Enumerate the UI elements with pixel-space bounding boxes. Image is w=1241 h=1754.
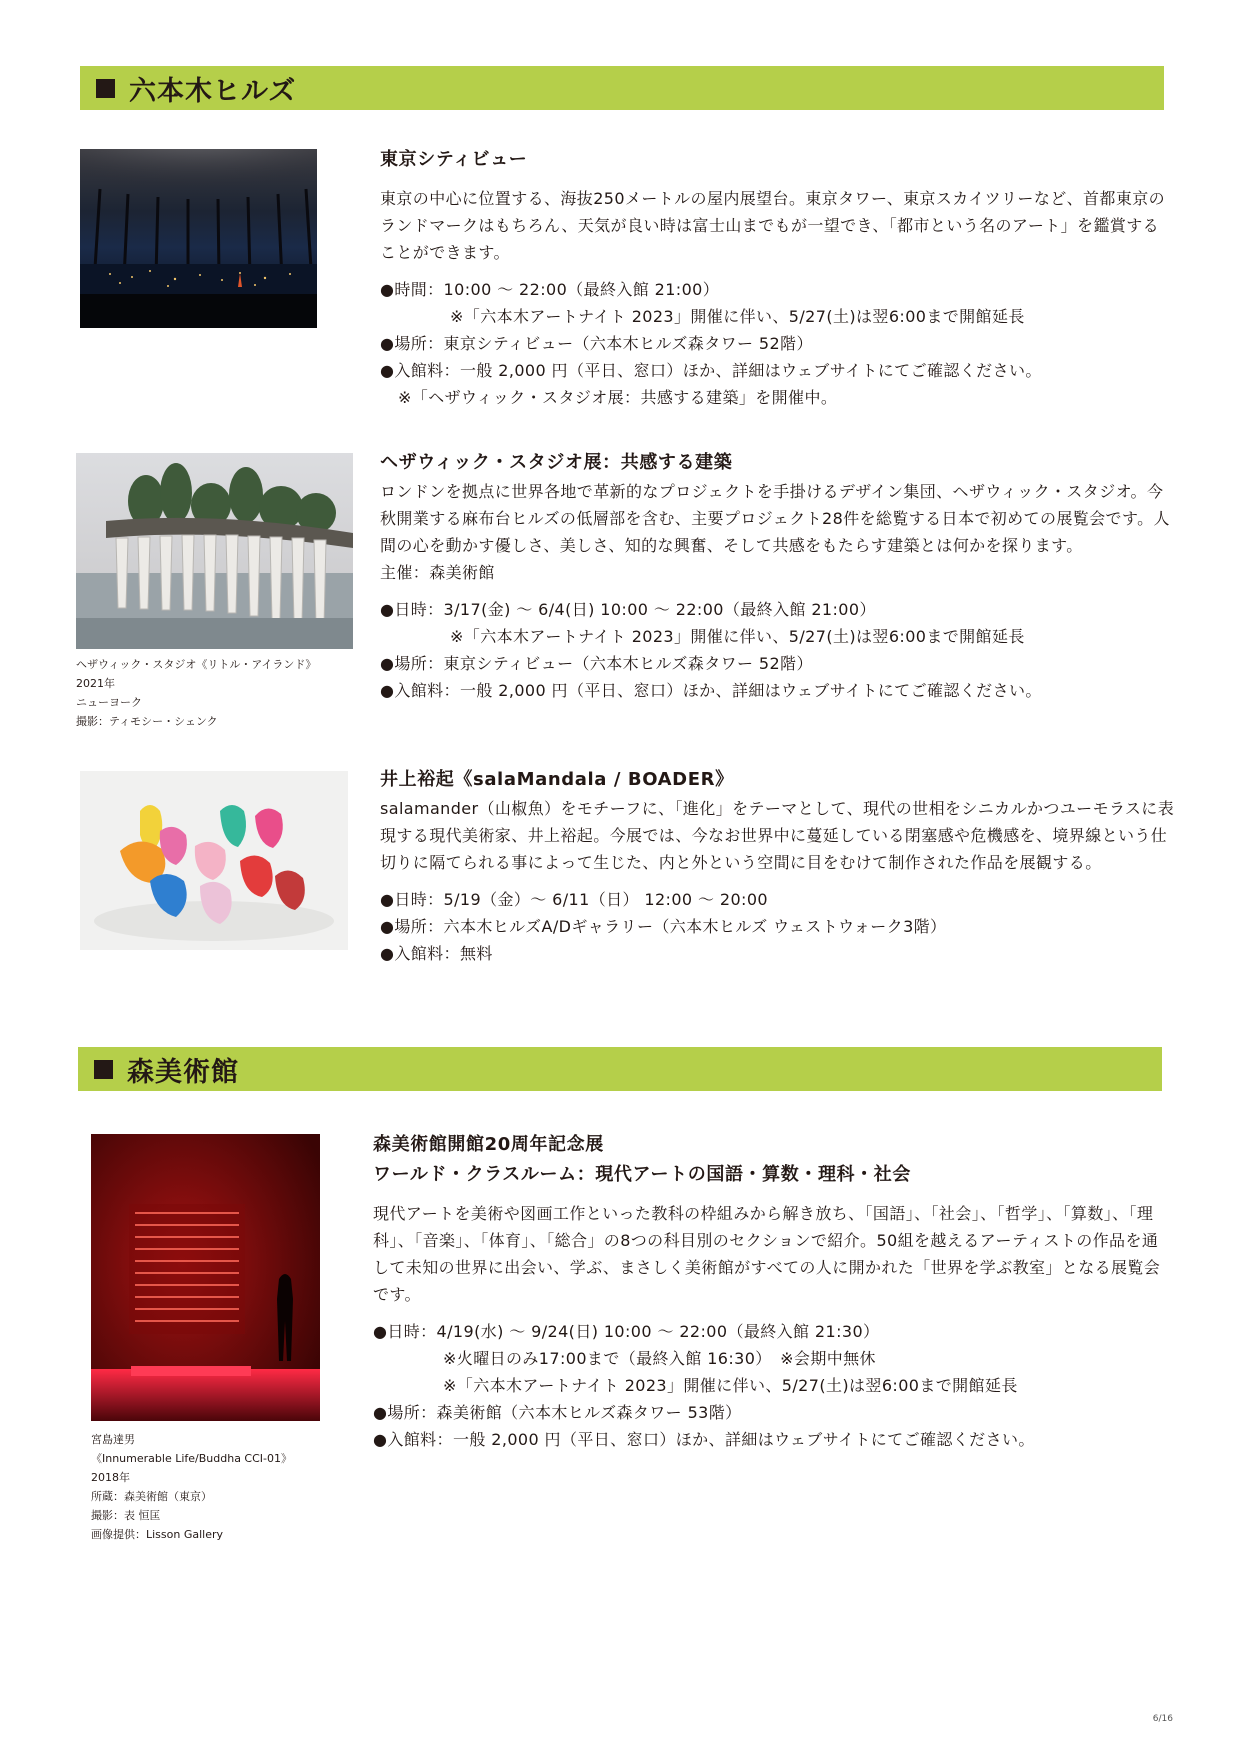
event-description: salamander（山椒魚）をモチーフに、「進化」をテーマとして、現代の世相をシニカルかつユーモラスに表現する現代美術家、井上裕起。今展では、今なお世界中に蔓延している閉塞感や危機感を、境界線という仕切りに隔てられる事によって生じた、内と外という空間に目をむけて制作された作品を展観する。	[380, 799, 1175, 872]
event-world-classroom	[373, 1130, 1173, 1453]
event-organizer: 主催：森美術館	[380, 563, 495, 582]
event-admission: ●入館料：無料	[380, 944, 493, 963]
event-note: ※「六本木アートナイト 2023」開催に伴い、5/27(土)は翌6:00まで開館延長	[450, 307, 1025, 326]
event-description: 東京の中心に位置する、海抜250メートルの屋内展望台。東京タワー、東京スカイツリーなど、首都東京のランドマークはもちろん、天気が良い時は富士山までもが一望でき、「都市という名のアート」を鑑賞することができます。	[380, 189, 1166, 262]
caption-line: 撮影：表 恒匡	[91, 1509, 161, 1522]
event-note: ※「六本木アートナイト 2023」開催に伴い、5/27(土)は翌6:00まで開館延長	[443, 1376, 1018, 1395]
section-title: 森美術館	[127, 1056, 239, 1088]
event-tokyo-city-view	[380, 145, 1175, 411]
caption-line: 2021年	[76, 677, 115, 690]
event-details	[380, 596, 1175, 704]
little-island-photo	[76, 453, 353, 649]
caption-line: ヘザウィック・スタジオ《リトル・アイランド》	[76, 658, 317, 671]
square-bullet-icon	[96, 79, 115, 98]
section-header-mori-art-museum	[78, 1047, 1162, 1091]
innumerable-life-caption	[91, 1430, 331, 1544]
event-dates: ●日時：3/17(金) 〜 6/4(日) 10:00 〜 22:00（最終入館 21:00）	[380, 600, 876, 619]
event-venue: ●場所：東京シティビュー（六本木ヒルズ森タワー 52階）	[380, 334, 813, 353]
event-note: ※火曜日のみ17:00まで（最終入館 16:30） ※会期中無休	[443, 1349, 876, 1368]
event-venue: ●場所：東京シティビュー（六本木ヒルズ森タワー 52階）	[380, 654, 813, 673]
event-title: 森美術館開館20周年記念展	[373, 1134, 604, 1155]
event-title: 東京シティビュー	[380, 149, 528, 170]
event-venue: ●場所：森美術館（六本木ヒルズ森タワー 53階）	[373, 1403, 742, 1422]
event-heatherwick-studio	[380, 448, 1175, 704]
event-description: ロンドンを拠点に世界各地で革新的なプロジェクトを手掛けるデザイン集団、ヘザウィック・スタジオ。今秋開業する麻布台ヒルズの低層部を含む、主要プロジェクト28件を総覧する日本で初めての展覧会です。人間の心を動かす優しさ、美しさ、知的な興奮、そして共感をもたらす建築とは何かを探ります。	[380, 482, 1170, 555]
event-dates: ●日時：5/19（金）〜 6/11（日） 12:00 〜 20:00	[380, 890, 768, 909]
event-details	[373, 1318, 1173, 1453]
section-header-roppongi-hills	[80, 66, 1164, 110]
caption-line: 撮影：ティモシー・シェンク	[76, 715, 218, 728]
caption-line: 所蔵：森美術館（東京）	[91, 1490, 212, 1503]
event-dates: ●日時：4/19(水) 〜 9/24(日) 10:00 〜 22:00（最終入館 21:30）	[373, 1322, 880, 1341]
little-island-caption	[76, 655, 366, 731]
event-subtitle: ワールド・クラスルーム：現代アートの国語・算数・理科・社会	[373, 1164, 911, 1185]
caption-line: 宮島達男	[91, 1433, 135, 1446]
event-description: 現代アートを美術や図画工作といった教科の枠組みから解き放ち、「国語」、「社会」、「哲学」、「算数」、「理科」、「音楽」、「体育」、「総合」の8つの科目別のセクションで紹介。50組を越えるアーティストの作品を通して未知の世界に出会い、学ぶ、まさしく美術館がすべての人に開かれた「世界を学ぶ教室」となる展覧会です。	[373, 1204, 1161, 1304]
event-admission: ●入館料：一般 2,000 円（平日、窓口）ほか、詳細はウェブサイトにてご確認ください。	[380, 361, 1042, 380]
event-salamandala	[380, 765, 1175, 967]
caption-line: ニューヨーク	[76, 696, 142, 709]
event-venue: ●場所：六本木ヒルズA/Dギャラリー（六本木ヒルズ ウェストウォーク3階）	[380, 917, 947, 936]
event-admission: ●入館料：一般 2,000 円（平日、窓口）ほか、詳細はウェブサイトにてご確認ください。	[380, 681, 1042, 700]
event-note: ※「六本木アートナイト 2023」開催に伴い、5/27(土)は翌6:00まで開館延長	[450, 627, 1025, 646]
caption-line: 画像提供：Lisson Gallery	[91, 1528, 224, 1541]
event-title: ヘザウィック・スタジオ展：共感する建築	[380, 452, 733, 473]
square-bullet-icon	[94, 1060, 113, 1079]
innumerable-life-photo	[91, 1134, 320, 1421]
event-details	[380, 886, 1175, 967]
event-hours: ●時間：10:00 〜 22:00（最終入館 21:00）	[380, 280, 720, 299]
event-details	[380, 276, 1175, 411]
event-title: 井上裕起《salaMandala / BOADER》	[380, 769, 734, 790]
page-number: 6/16	[1152, 1714, 1173, 1724]
event-admission: ●入館料：一般 2,000 円（平日、窓口）ほか、詳細はウェブサイトにてご確認ください。	[373, 1430, 1035, 1449]
caption-line: 《Innumerable Life/Buddha CCI-01》	[91, 1452, 293, 1465]
event-note: ※「ヘザウィック・スタジオ展：共感する建築」を開催中。	[398, 388, 838, 407]
salamandala-photo	[80, 771, 348, 950]
caption-line: 2018年	[91, 1471, 130, 1484]
section-title: 六本木ヒルズ	[129, 75, 297, 107]
tokyo-city-view-photo	[80, 149, 317, 328]
